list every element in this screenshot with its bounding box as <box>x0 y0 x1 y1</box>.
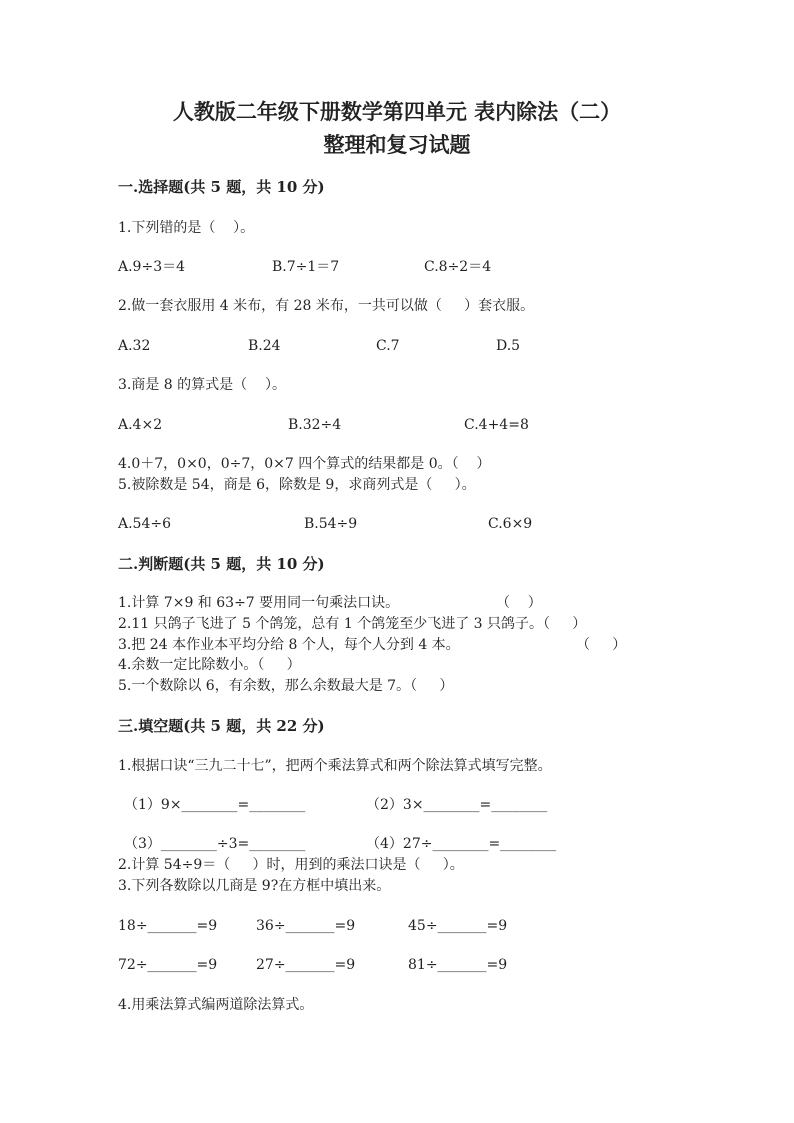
option-c: C.4+4=8 <box>464 417 529 433</box>
option-a: A.54÷6 <box>118 516 172 532</box>
answer-paren: （ ） <box>496 595 542 611</box>
fill-blank: 72÷_______=9 <box>118 957 218 973</box>
page-title: 人教版二年级下册数学第四单元 表内除法（二） <box>172 99 622 124</box>
question-text: 4.余数一定比除数小。（ ） <box>118 657 301 673</box>
question-text: 4.0＋7，0×0，0÷7，0×7 四个算式的结果都是 0。（ ） <box>118 456 491 472</box>
question-text: 5.一个数除以 6，有余数，那么余数最大是 7。（ ） <box>118 678 454 694</box>
page-subtitle: 整理和复习试题 <box>323 132 471 157</box>
question-text: 1.根据口诀“三九二十七”，把两个乘法算式和两个除法算式填写完整。 <box>118 758 552 774</box>
fill-blank: 81÷_______=9 <box>408 957 508 973</box>
question-text: 3.商是 8 的算式是（ ）。 <box>118 377 286 393</box>
fill-blank: （1）9×________=________ <box>124 797 306 813</box>
fill-blank: （3）________÷3=________ <box>124 836 306 852</box>
fill-blank: 27÷_______=9 <box>256 957 356 973</box>
option-b: B.24 <box>248 338 281 354</box>
option-c: C.8÷2＝4 <box>424 259 492 275</box>
fill-blank: 18÷_______=9 <box>118 918 218 934</box>
option-a: A.32 <box>118 338 151 354</box>
question-text: 4.用乘法算式编两道除法算式。 <box>118 997 314 1013</box>
option-b: B.7÷1＝7 <box>272 259 340 275</box>
question-text: 1.下列错的是（ ）。 <box>118 220 255 236</box>
section-heading-choice: 一.选择题(共 5 题，共 10 分) <box>118 178 325 196</box>
option-d: D.5 <box>496 338 521 354</box>
question-text: 2.计算 54÷9＝（ ）时，用到的乘法口诀是（ ）。 <box>118 857 464 873</box>
fill-blank: 45÷_______=9 <box>408 918 508 934</box>
option-a: A.9÷3＝4 <box>118 259 186 275</box>
option-b: B.54÷9 <box>304 516 358 532</box>
question-text: 5.被除数是 54，商是 6，除数是 9，求商列式是（ ）。 <box>118 477 476 493</box>
answer-paren: （ ） <box>576 637 627 653</box>
option-a: A.4×2 <box>118 417 163 433</box>
option-c: C.7 <box>376 338 400 354</box>
question-text: 2.做一套衣服用 4 米布，有 28 米布，一共可以做（ ）套衣服。 <box>118 298 535 314</box>
section-heading-fill: 三.填空题(共 5 题，共 22 分) <box>118 717 325 735</box>
fill-blank: （2）3×________=________ <box>366 797 548 813</box>
fill-blank: 36÷_______=9 <box>256 918 356 934</box>
question-text: 3.下列各数除以几商是 9?在方框中填出来。 <box>118 878 391 894</box>
question-text: 1.计算 7×9 和 63÷7 要用同一句乘法口诀。 <box>118 595 400 611</box>
question-text: 2.11 只鸽子飞进了 5 个鸽笼，总有 1 个鸽笼至少飞进了 3 只鸽子。（ ） <box>118 616 587 632</box>
fill-blank: （4）27÷________=________ <box>366 836 557 852</box>
option-c: C.6×9 <box>488 516 533 532</box>
option-b: B.32÷4 <box>288 417 342 433</box>
section-heading-judge: 二.判断题(共 5 题，共 10 分) <box>118 555 325 573</box>
question-text: 3.把 24 本作业本平均分给 8 个人，每个人分到 4 本。 <box>118 637 460 653</box>
